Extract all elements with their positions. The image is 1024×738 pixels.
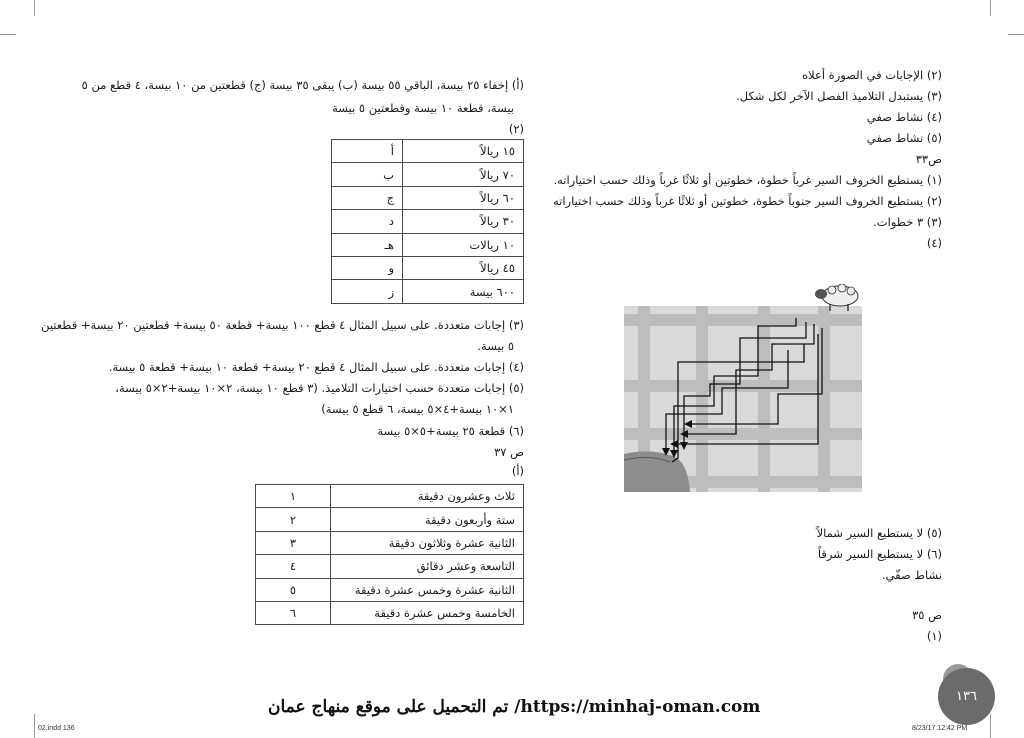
file-slug: 02.indd 136 bbox=[38, 725, 75, 732]
answer-line: بيسة، قطعة ١٠ بيسة وقطعتين ٥ بيسة bbox=[332, 101, 514, 115]
table-row bbox=[256, 531, 524, 554]
table-cell-key: ٣ bbox=[256, 531, 331, 554]
table-cell-key: و bbox=[332, 256, 403, 279]
footer-watermark[interactable]: تم التحميل على موقع منهاج عمان /https://minhaj-oman.com bbox=[268, 697, 761, 717]
table-cell-value: التاسعة وعشر دقائق bbox=[331, 555, 524, 578]
crop-mark bbox=[34, 0, 35, 16]
answer-line: (٦) قطعة ٢٥ بيسة+٥×٥ بيسة bbox=[377, 424, 524, 438]
table-cell-key: ٤ bbox=[256, 555, 331, 578]
sheep-maze-figure bbox=[618, 284, 878, 494]
table-row bbox=[332, 140, 524, 163]
table-cell-key: ١ bbox=[256, 485, 331, 508]
table-cell-key: ج bbox=[332, 186, 403, 209]
crop-mark bbox=[1008, 34, 1024, 35]
answer-line: (٣) يستبدل التلاميذ الفصل الآخر لكل شكل. bbox=[736, 89, 942, 103]
left-column bbox=[41, 68, 524, 668]
table-cell-value: ٦٠٠ بيسة bbox=[403, 280, 524, 303]
answer-line: (٢) الإجابات في الصورة أعلاه bbox=[802, 68, 942, 82]
table-label: (٢) bbox=[508, 122, 524, 136]
table-cell-value: ١٥ ريالاً bbox=[403, 140, 524, 163]
right-column bbox=[552, 68, 942, 668]
table-cell-value: ستة وأربعون دقيقة bbox=[331, 508, 524, 531]
table-row bbox=[332, 256, 524, 279]
page-number-badge: ١٣٦ bbox=[938, 668, 995, 725]
table-row bbox=[256, 601, 524, 624]
table-cell-value: ٣٠ ريالاً bbox=[403, 210, 524, 233]
answer-line: ١×١٠ بيسة+٤×٥ بيسة، ٦ قطع ٥ بيسة) bbox=[321, 402, 514, 416]
crop-mark bbox=[990, 714, 991, 738]
table-row bbox=[256, 485, 524, 508]
table-row bbox=[256, 578, 524, 601]
table-row bbox=[332, 210, 524, 233]
answer-line: (٤) إجابات متعددة. على سبيل المثال ٤ قطع ٢٠ بيسة+ قطعة ١٠ بيسة+ قطعة ٥ بيسة. bbox=[108, 360, 524, 374]
answer-table-2 bbox=[255, 484, 524, 625]
table-cell-key: ٦ bbox=[256, 601, 331, 624]
table-cell-key: هـ bbox=[332, 233, 403, 256]
table-row bbox=[332, 186, 524, 209]
table-cell-value: الثانية عشرة وثلاثون دقيقة bbox=[331, 531, 524, 554]
answer-line: (٥) نشاط صفي bbox=[866, 131, 942, 145]
crop-mark bbox=[990, 0, 991, 16]
answer-line: (٦) لا يستطيع السير شرقاً bbox=[817, 547, 942, 561]
table-cell-key: ٢ bbox=[256, 508, 331, 531]
table-row bbox=[256, 555, 524, 578]
table-cell-value: ١٠ ريالات bbox=[403, 233, 524, 256]
date-slug: 8/23/17 12:42 PM bbox=[912, 725, 968, 732]
answer-line: (٥) لا يستطيع السير شمالاً bbox=[816, 526, 942, 540]
answer-line: (٥) إجابات متعددة حسب اختيارات التلاميذ. (٣ قطع ١٠ بيسة، ٢×١٠ بيسة+٢×٥ بيسة، bbox=[115, 381, 524, 395]
answer-line: (١) bbox=[926, 629, 942, 643]
page-ref: ص ٣٥ bbox=[912, 608, 942, 622]
table-row bbox=[332, 280, 524, 303]
table-cell-value: الثانية عشرة وخمس عشرة دقيقة bbox=[331, 578, 524, 601]
table-row bbox=[332, 233, 524, 256]
table-row bbox=[256, 508, 524, 531]
table-cell-value: ثلاث وعشرون دقيقة bbox=[331, 485, 524, 508]
table-cell-key: أ bbox=[332, 140, 403, 163]
table-cell-key: ٥ bbox=[256, 578, 331, 601]
table-cell-value: ٦٠ ريالاً bbox=[403, 186, 524, 209]
table-cell-value: ٤٥ ريالاً bbox=[403, 256, 524, 279]
table-cell-key: ب bbox=[332, 163, 403, 186]
table-cell-value: ٧٠ ريالاً bbox=[403, 163, 524, 186]
answer-line: (أ) إخفاء ٢٥ بيسة، الباقي ٥٥ بيسة (ب) يبقى ٣٥ بيسة (ج) قطعتين من ١٠ بيسة، ٤ قطع من ٥ bbox=[81, 78, 524, 92]
answer-line: (١) يستطيع الخروف السير غرباً خطوة، خطوتين أو ثلاثًا غرباً وذلك حسب اختياراته. bbox=[553, 173, 942, 187]
table-row bbox=[332, 163, 524, 186]
crop-mark bbox=[0, 34, 16, 35]
page-ref: ص٣٣ bbox=[915, 152, 942, 166]
answer-line: (٢) يستطيع الخروف السير جنوباً خطوة، خطوتين أو ثلاثًا غرباً وذلك حسب اختياراته bbox=[552, 194, 942, 208]
page-ref: ص ٣٧ bbox=[494, 445, 524, 459]
answer-line: (٣) إجابات متعددة. على سبيل المثال ٤ قطع ١٠٠ بيسة+ قطعة ٥٠ بيسة+ قطعتين ٢٠ بيسة+ قطعتين bbox=[41, 318, 524, 332]
answer-line: (٤) نشاط صفي bbox=[866, 110, 942, 124]
table-cell-value: الخامسة وخمس عشرة دقيقة bbox=[331, 601, 524, 624]
answer-line: (٣) ٣ خطوات. bbox=[873, 215, 942, 229]
table-label: (أ) bbox=[511, 464, 524, 478]
answer-line: ٥ بيسة. bbox=[477, 339, 514, 353]
table-cell-key: ز bbox=[332, 280, 403, 303]
table-cell-key: د bbox=[332, 210, 403, 233]
crop-mark bbox=[34, 714, 35, 738]
answer-line: نشاط صفّي. bbox=[881, 568, 942, 582]
answer-table-1 bbox=[331, 139, 524, 304]
answer-line: (٤) bbox=[926, 236, 942, 250]
